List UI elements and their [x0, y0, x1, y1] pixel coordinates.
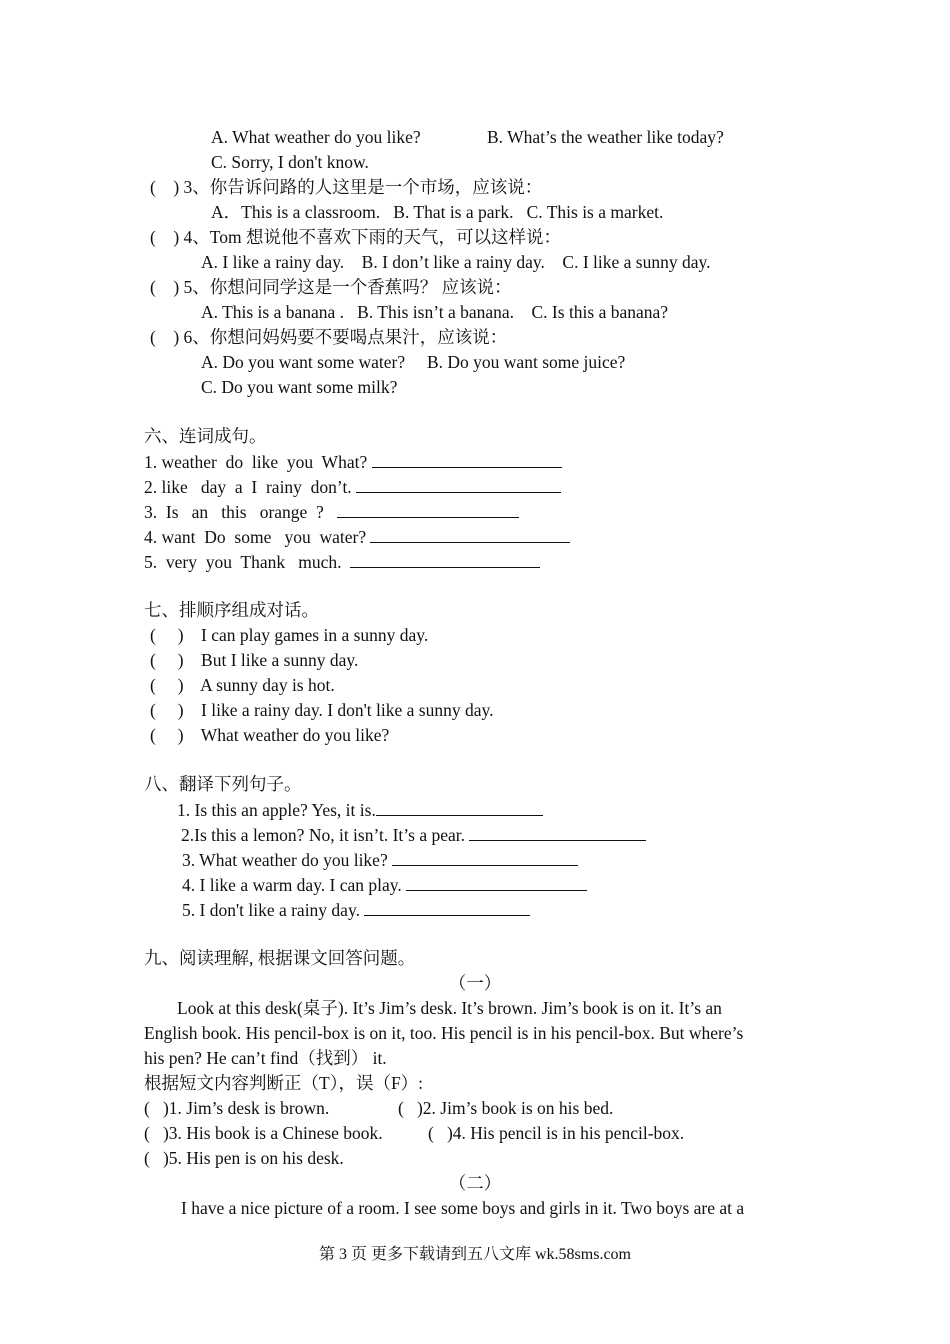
section7-item-1: ( ) I can play games in a sunny day. — [150, 625, 429, 645]
part2-title: （二） — [448, 1173, 502, 1193]
question-3-options: A．This is a classroom. B. That is a park. C. This is a market. — [211, 202, 664, 222]
answer-blank[interactable] — [337, 500, 519, 518]
answer-blank[interactable] — [469, 823, 646, 841]
section6-item-5: 5. very you Thank much. — [144, 550, 540, 573]
section8-item-2: 2.Is this a lemon? No, it isn’t. It’s a pear. — [181, 823, 646, 846]
question-4-options: A. I like a rainy day. B. I don’t like a rainy day. C. I like a sunny day. — [201, 252, 711, 272]
question-5: ( ) 5、你想问同学这是一个香蕉吗？ 应该说： — [150, 277, 512, 297]
answer-blank[interactable] — [376, 798, 543, 816]
tf-item-1: ( )1. Jim’s desk is brown. — [144, 1098, 330, 1118]
page-footer: 第 3 页 更多下载请到五八文库 wk.58sms.com — [318, 1246, 631, 1263]
tf-item-5: ( )5. His pen is on his desk. — [144, 1148, 344, 1168]
passage2-line-1: I have a nice picture of a room. I see some boys and girls in it. Two boys are at a — [181, 1198, 745, 1218]
question-6-options: A. Do you want some water? B. Do you want some juice? — [201, 352, 626, 372]
answer-blank[interactable] — [350, 550, 540, 568]
question-4: ( ) 4、Tom 想说他不喜欢下雨的天气，可以这样说： — [150, 227, 561, 247]
section7-item-2: ( ) But I like a sunny day. — [150, 650, 359, 670]
section9-title: 九、阅读理解, 根据课文回答问题。 — [144, 948, 416, 968]
q2-option-b: B. What’s the weather like today? — [487, 127, 724, 147]
tf-item-4: ( )4. His pencil is in his pencil-box. — [428, 1123, 685, 1143]
question-6: ( ) 6、你想问妈妈要不要喝点果汁，应该说： — [150, 327, 508, 347]
section6-item-3: 3. Is an this orange ? — [144, 500, 519, 523]
section6-title: 六、连词成句。 — [144, 426, 267, 446]
section8-item-5: 5. I don't like a rainy day. — [182, 898, 530, 921]
answer-blank[interactable] — [370, 525, 570, 543]
passage1-line-1: Look at this desk(桌子). It’s Jim’s desk. It’s brown. Jim’s book is on it. It’s an — [177, 998, 722, 1018]
answer-blank[interactable] — [364, 898, 530, 916]
tf-item-3: ( )3. His book is a Chinese book. — [144, 1123, 383, 1143]
answer-blank[interactable] — [392, 848, 578, 866]
passage1-line-3: his pen? He can’t find（找到） it. — [144, 1048, 387, 1068]
question-5-options: A. This is a banana . B. This isn’t a banana. C. Is this a banana? — [201, 302, 669, 322]
question-6-option-c: C. Do you want some milk? — [201, 377, 398, 397]
section8-item-3: 3. What weather do you like? — [182, 848, 578, 871]
section7-item-3: ( ) A sunny day is hot. — [150, 675, 335, 695]
answer-blank[interactable] — [356, 475, 561, 493]
section7-title: 七、排顺序组成对话。 — [144, 600, 319, 620]
question-3: ( ) 3、你告诉问路的人这里是一个市场，应该说： — [150, 177, 543, 197]
section8-item-4: 4. I like a warm day. I can play. — [182, 873, 587, 896]
section6-item-1: 1. weather do like you What? — [144, 450, 562, 473]
section6-item-4: 4. want Do some you water? — [144, 525, 570, 548]
passage1-line-2: English book. His pencil-box is on it, too. His pencil is in his pencil-box. But where’s — [144, 1023, 744, 1043]
tf-instruction: 根据短文内容判断正（T），误（F）: — [144, 1073, 424, 1093]
answer-blank[interactable] — [406, 873, 587, 891]
q2-option-a: A. What weather do you like? — [211, 127, 421, 147]
tf-item-2: ( )2. Jim’s book is on his bed. — [398, 1098, 614, 1118]
section6-item-2: 2. like day a I rainy don’t. — [144, 475, 561, 498]
q2-option-c: C. Sorry, I don't know. — [211, 152, 369, 172]
section8-item-1: 1. Is this an apple? Yes, it is. — [177, 798, 543, 821]
section8-title: 八、翻译下列句子。 — [144, 774, 302, 794]
answer-blank[interactable] — [372, 450, 562, 468]
section7-item-4: ( ) I like a rainy day. I don't like a sunny day. — [150, 700, 494, 720]
section7-item-5: ( ) What weather do you like? — [150, 725, 390, 745]
part1-title: （一） — [448, 973, 502, 993]
